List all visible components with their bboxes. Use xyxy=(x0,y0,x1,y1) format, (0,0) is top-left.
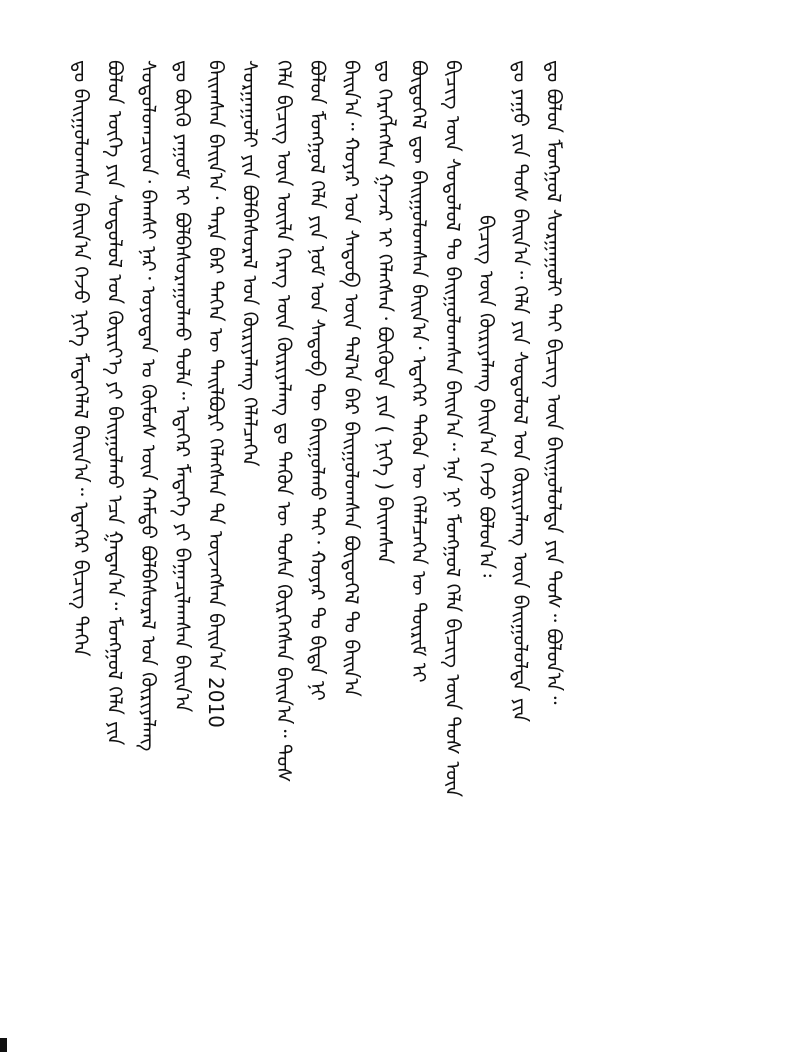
mongolian-text-block xyxy=(66,60,752,1005)
text-line-14: ᠳᠤ ᠶᠠᠭᠤ ᠶᠢᠨ ᠲᠤᠰ ᠪᠠᠢᠨ᠎ᠠ᠃ ᠬᠡᠯᠡ ᠶᠢᠨ ᠰᠤᠳᠤᠯᠤᠯ ᠤᠨ ᠬᠦᠷᠢᠶᠡᠯᠡᠩ ᠦᠨ ᠪᠠᠢᠭᠤᠯᠤᠯᠲᠠ ᠶᠢᠨ xyxy=(508,60,533,723)
text-line-3: ᠰᠤᠳᠤᠯᠤᠭᠴᠢᠳ᠂ ᠪᠠᠭᠰᠢ ᠨᠠᠷ᠂ ᠣᠶᠤᠲᠠᠨ ᠤ ᠬᠦᠮᠦᠰ ᠦᠨ ᠬᠠᠮᠲᠤ ᠪᠣᠯᠪᠠᠰᠤᠷᠠᠯ ᠤᠨ ᠬᠦᠷᠢᠶᠡᠯᠡᠩ xyxy=(136,60,161,752)
text-line-1: ᠳᠤ ᠪᠠᠢᠭᠤᠯᠤᠭᠰᠠᠨ ᠪᠠᠢᠨ᠎ᠠ ᠭᠡᠵᠦ ᠨᠢᠭᠡ ᠮᠡᠳᠡᠭᠡᠯᠡᠯ ᠪᠠᠢᠨ᠎ᠠ᠃ ᠡᠳᠡᠭᠡᠷ ᠪᠢᠴᠢᠭ ᠲᠡᠭᠡᠨ xyxy=(69,60,93,657)
text-line-10: ᠳᠤ ᠬᠡᠷᠡᠭᠯᠡᠭᠰᠡᠨ ᠭᠠᠵᠠᠷ ᠢ ᠬᠡᠯᠡᠭᠰᠡᠨ᠂ ᠪᠦᠭᠦᠳᠡ ᠶᠢᠨ ( ᠨᠢᠭᠡ ) ᠪᠠᠢᠭᠰᠠᠨ xyxy=(373,60,398,565)
text-line-5-part: ᠪᠠᠢᠭᠰᠠᠨ ᠪᠠᠢᠨ᠎ᠠ᠂ ᠳᠡᠷᠡ ᠪᠠᠷ ᠲᠡᠭᠡᠨ ᠦ ᠲᠠᠢᠯᠪᠤᠷᠢ ᠬᠡᠯᠡᠭᠰᠡᠨ ᠲᠠ ᠦᠵᠡᠭᠰᠡᠨ ᠪᠠᠢᠨ᠎ᠠ xyxy=(204,60,229,671)
text-line-6: ᠰᠤᠷᠭᠠᠭᠤᠯᠢ ᠶᠢᠨ ᠪᠣᠯᠪᠠᠰᠤᠷᠠᠯ ᠤᠨ ᠬᠦᠷᠢᠶᠡᠯᠡᠩ ᠬᠡᠯᠡᠯᠴᠡᠭᠡᠨ xyxy=(237,60,262,467)
text-line-11: ᠪᠦᠲᠦᠭᠡᠯ ᠳᠦ ᠪᠠᠢᠭᠤᠯᠤᠭᠰᠠᠨ ᠪᠠᠢᠨ᠎ᠠ᠂ ᠡᠳᠡᠭᠡᠷ ᠲᠡᠭᠦᠨ ᠦ ᠬᠡᠯᠡᠯᠴᠡᠭᠡᠨ ᠦ ᠳᠦᠷᠢᠮ ᠢ xyxy=(406,60,431,683)
text-line-4: ᠳᠤ ᠪᠦᠬᠦ ᠶᠠᠭᠤᠮ ᠢ ᠪᠣᠯᠪᠠᠰᠤᠷᠠᠭᠤᠯᠬᠤ ᠲᠤᠯᠠ᠃ ᠡᠳᠡᠭᠡᠷ ᠮᠡᠳᠡᠭᠡ ᠶᠢ ᠪᠠᠭᠠᠴᠢᠯᠠᠭᠰᠠᠨ ᠪᠠᠢᠨ᠎ᠠ xyxy=(170,60,195,713)
text-line-9: ᠪᠠᠢᠨ᠎ᠠ᠃ ᠬᠣᠶᠠᠷ ᠤᠨ ᠰᠡᠳᠦᠪ ᠦᠨ ᠲᠠᠯ᠎ᠠ ᠪᠠᠷ ᠪᠠᠢᠭᠤᠯᠤᠭᠰᠠᠨ ᠪᠦᠲᠦᠭᠡᠯ ᠲᠤ ᠪᠠᠢᠨ᠎ᠠ xyxy=(339,60,364,697)
text-line-13: ᠪᠢᠴᠢᠭ ᠦᠨ ᠬᠦᠷᠢᠶᠡᠯᠡᠩ ᠪᠠᠢᠨ᠎ᠠ ᠭᠡᠵᠦ ᠪᠣᠯᠤᠨ᠎ᠠ᠄ xyxy=(474,215,499,578)
text-line-2: ᠪᠤᠯᠤᠨ ᠦᠭᠡ ᠶᠢᠨ ᠰᠤᠳᠤᠯᠤᠯ ᠤᠨ ᠬᠦᠷᠢᠶ᠎ᠡ ᠶᠢ ᠪᠠᠢᠭᠤᠯᠬᠤ ᠡᠴᠡ ᠭᠠᠳᠠᠨ᠎ᠠ᠃ ᠮᠣᠩᠭᠣᠯ ᠬᠡᠯᠡ ᠶᠢᠨ xyxy=(102,60,127,746)
text-line-8: ᠪᠤᠯᠤᠨ ᠮᠣᠩᠭᠣᠯ ᠬᠡᠯᠡ ᠶᠢᠨ ᠨᠣᠮ ᠤᠨ ᠰᠡᠳᠦᠪ ᠲᠦ ᠪᠠᠢᠭᠤᠯᠬᠤ ᠲᠠᠢ᠂ ᠬᠣᠶᠠᠷ ᠲᠤ ᠪᠢᠳᠡ ᠨᠢ xyxy=(305,60,330,701)
text-line-5 xyxy=(201,60,231,1005)
text-line-12: ᠪᠢᠴᠢᠭ ᠦᠨ ᠰᠤᠳᠤᠯᠤᠯ ᠲᠤ ᠪᠠᠢᠭᠤᠯᠤᠭᠰᠠᠨ ᠪᠠᠢᠨ᠎ᠠ᠃ ᠡᠨᠡ ᠨᠢ ᠮᠣᠩᠭᠣᠯ ᠬᠡᠯᠡ ᠪᠢᠴᠢᠭ ᠦᠨ ᠲᠤᠰ ᠦᠨ xyxy=(440,60,465,798)
text-line-7: ᠬᠡᠯᠡ ᠪᠢᠴᠢᠭ ᠦᠨ ᠦᠢᠯᠡ ᠬᠡᠷᠡᠭ ᠦᠨ ᠬᠦᠷᠢᠶᠡᠯᠡᠩ ᠳᠤ ᠲᠡᠭᠦᠨ ᠦ ᠲᠤᠰᠠ ᠬᠦᠷᠭᠡᠭᠰᠡᠨ ᠪᠠᠢᠨ᠎ᠠ᠃ ᠲᠤᠰ xyxy=(271,60,296,783)
scan-corner-mark xyxy=(0,1038,7,1052)
text-line-15: ᠳᠤ ᠪᠣᠯᠤᠨ ᠮᠣᠩᠭᠣᠯ ᠰᠤᠷᠭᠠᠭᠤᠯᠢ ᠲᠠᠢ ᠪᠢᠴᠢᠭ ᠦᠨ ᠪᠠᠢᠭᠤᠯᠤᠯᠲᠠ ᠶᠢᠨ ᠲᠤᠰ᠃ ᠪᠣᠯᠤᠨ᠎ᠠ᠃ xyxy=(542,60,567,705)
year-number: 2010 xyxy=(204,677,229,728)
